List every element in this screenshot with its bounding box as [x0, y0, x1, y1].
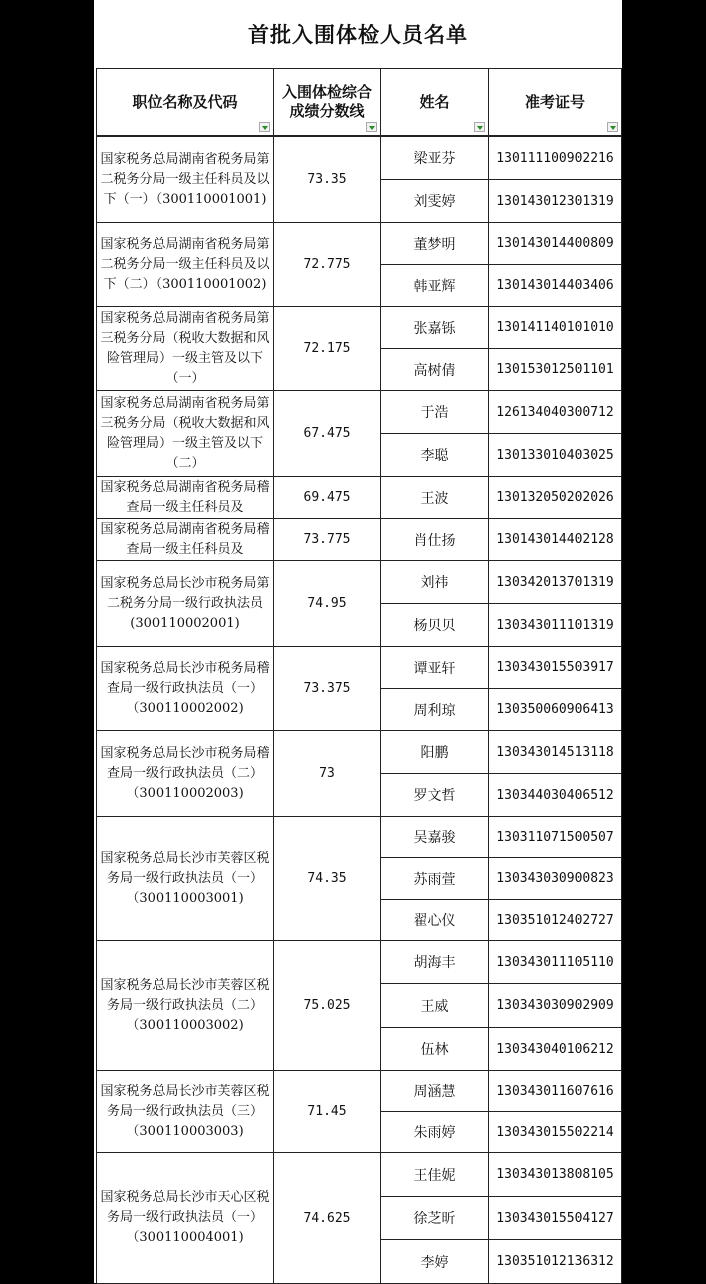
position-cell — [96, 390, 274, 477]
ticket-cell — [488, 560, 622, 604]
ticket-cell-text: 130343015503917 — [496, 660, 614, 675]
score-cell-text: 73.35 — [307, 172, 347, 187]
position-cell — [96, 136, 274, 223]
score-cell-text: 74.35 — [307, 871, 347, 886]
ticket-cell-text: 130111100902216 — [496, 150, 614, 166]
name-cell — [380, 390, 489, 434]
position-cell-text: 国家税务总局湖南省税务局第二税务分局一级主任科员及以下（一）（300110001001) — [100, 151, 270, 207]
name-cell — [380, 136, 489, 180]
ticket-cell — [488, 857, 622, 900]
position-cell-text: 国家税务总局长沙市税务局稽查局一级行政执法员（二）（300110002003) — [100, 745, 270, 801]
ticket-cell-text: 126134040300712 — [496, 404, 614, 420]
spreadsheet — [94, 0, 622, 1283]
ticket-cell — [488, 136, 622, 180]
name-cell-text: 张嘉铄 — [413, 320, 456, 337]
ticket-cell-text: 130351012136312 — [496, 1254, 614, 1269]
ticket-cell-text: 130153012501101 — [496, 362, 614, 377]
position-cell — [96, 518, 274, 561]
score-cell — [273, 816, 381, 941]
score-cell-text: 67.475 — [303, 426, 351, 441]
name-cell-text: 梁亚芬 — [413, 151, 456, 167]
position-cell — [96, 1070, 274, 1153]
name-cell — [380, 940, 489, 984]
position-cell-text: 国家税务总局湖南省税务局第三税务分局（税收大数据和风险管理局）一级主管及以下（二） — [100, 395, 270, 471]
name-cell-text: 翟心仪 — [413, 913, 456, 929]
header-name-label: 姓名 — [419, 92, 450, 111]
ticket-cell — [488, 1070, 622, 1112]
filter-dropdown-icon[interactable] — [474, 122, 485, 132]
score-cell — [273, 136, 381, 223]
ticket-cell — [488, 730, 622, 774]
ticket-cell-text: 130351012402727 — [496, 912, 614, 928]
position-cell-text: 国家税务总局湖南省税务局第二税务分局一级主任科员及以下（二）（300110001002) — [100, 236, 270, 292]
ticket-cell — [488, 816, 622, 858]
filter-dropdown-icon[interactable] — [259, 122, 270, 132]
name-cell — [380, 1111, 489, 1153]
name-cell — [380, 222, 489, 265]
name-cell — [380, 730, 489, 774]
name-cell-text: 刘祎 — [420, 575, 449, 591]
name-cell-text: 谭亚轩 — [413, 660, 456, 677]
score-cell-text: 74.95 — [307, 596, 347, 611]
ticket-cell-text: 130342013701319 — [496, 574, 614, 590]
ticket-cell — [488, 1152, 622, 1197]
score-cell — [273, 518, 381, 561]
position-cell — [96, 476, 274, 519]
position-cell-text: 国家税务总局长沙市芙蓉区税务局一级行政执法员（三）（300110003003) — [100, 1083, 270, 1139]
ticket-cell — [488, 646, 622, 689]
position-cell-text: 国家税务总局湖南省税务局稽查局一级主任科员及 — [100, 521, 270, 557]
name-cell-text: 李婷 — [420, 1254, 449, 1271]
score-cell — [273, 560, 381, 647]
score-cell-text: 73.375 — [303, 681, 351, 696]
header-position — [96, 68, 274, 136]
position-cell-text: 国家税务总局长沙市天心区税务局一级行政执法员（一）（300110004001) — [100, 1190, 270, 1245]
header-score-label: 入围体检综合成绩分数线 — [281, 83, 372, 120]
score-cell-text: 72.175 — [303, 341, 351, 356]
name-cell-text: 李聪 — [420, 448, 449, 464]
name-cell-text: 苏雨萱 — [413, 871, 456, 888]
name-cell-text: 阳鹏 — [420, 745, 449, 761]
ticket-cell-text: 130133010403025 — [496, 447, 614, 463]
score-cell — [273, 940, 381, 1071]
ticket-cell — [488, 264, 622, 307]
ticket-cell — [488, 179, 622, 223]
filter-dropdown-icon[interactable] — [366, 122, 377, 132]
name-cell — [380, 773, 489, 817]
name-cell-text: 杨贝贝 — [413, 618, 456, 634]
position-cell-text: 国家税务总局湖南省税务局稽查局一级主任科员及 — [100, 479, 270, 515]
ticket-cell-text: 130343015504127 — [496, 1210, 614, 1226]
name-cell — [380, 1239, 489, 1284]
name-cell-text: 高树倩 — [413, 362, 456, 379]
position-cell-text: 国家税务总局湖南省税务局第三税务分局（税收大数据和风险管理局）一级主管及以下（一） — [100, 310, 270, 386]
name-cell — [380, 688, 489, 731]
name-cell — [380, 603, 489, 647]
ticket-cell — [488, 899, 622, 941]
ticket-cell — [488, 518, 622, 561]
ticket-cell — [488, 603, 622, 647]
ticket-cell-text: 130350060906413 — [496, 702, 614, 717]
position-cell — [96, 306, 274, 391]
ticket-cell — [488, 348, 622, 391]
position-cell — [96, 1152, 274, 1284]
filter-dropdown-icon[interactable] — [607, 122, 618, 132]
score-cell — [273, 222, 381, 307]
name-cell — [380, 179, 489, 223]
name-cell — [380, 348, 489, 391]
name-cell-text: 王波 — [420, 490, 449, 507]
position-cell — [96, 560, 274, 647]
name-cell — [380, 560, 489, 604]
ticket-cell-text: 130143014403406 — [496, 278, 614, 293]
position-cell — [96, 816, 274, 941]
name-cell-text: 朱雨婷 — [413, 1125, 456, 1141]
ticket-cell-text: 130141140101010 — [496, 320, 614, 335]
name-cell-text: 徐芝昕 — [413, 1211, 456, 1227]
score-cell-text: 71.45 — [307, 1104, 347, 1119]
position-cell — [96, 940, 274, 1071]
page-title: 首批入围体检人员名单 — [248, 23, 468, 47]
name-cell-text: 于浩 — [420, 405, 449, 421]
name-cell — [380, 264, 489, 307]
name-cell-text: 王威 — [420, 998, 449, 1015]
ticket-cell-text: 130143014400809 — [496, 236, 614, 251]
ticket-cell — [488, 1196, 622, 1240]
position-cell-text: 国家税务总局长沙市芙蓉区税务局一级行政执法员（一）（300110003001) — [100, 850, 270, 906]
position-cell-text: 国家税务总局长沙市税务局第二税务分局一级行政执法员(300110002001) — [100, 575, 270, 631]
header-ticket-label: 准考证号 — [524, 92, 585, 111]
ticket-cell-text: 130343030902909 — [496, 998, 614, 1013]
ticket-cell — [488, 1027, 622, 1071]
score-cell — [273, 390, 381, 477]
name-cell-text: 董梦明 — [413, 236, 456, 253]
score-cell-text: 69.475 — [303, 490, 351, 505]
header-ticket — [488, 68, 622, 136]
ticket-cell-text: 130143012301319 — [496, 193, 614, 209]
name-cell-text: 伍林 — [420, 1042, 449, 1058]
name-cell — [380, 899, 489, 941]
ticket-cell — [488, 433, 622, 477]
name-cell — [380, 646, 489, 689]
name-cell-text: 韩亚辉 — [413, 278, 456, 295]
ticket-cell — [488, 390, 622, 434]
name-cell-text: 吴嘉骏 — [413, 830, 456, 846]
score-cell-text: 74.625 — [303, 1210, 351, 1226]
name-cell-text: 王佳妮 — [413, 1167, 456, 1184]
name-cell-text: 胡海丰 — [413, 955, 456, 971]
score-cell — [273, 646, 381, 731]
ticket-cell-text: 130343011607616 — [496, 1083, 614, 1099]
ticket-cell-text: 130343015502214 — [496, 1124, 614, 1140]
score-cell-text: 72.775 — [303, 257, 351, 272]
ticket-cell-text: 130343040106212 — [496, 1041, 614, 1057]
name-cell — [380, 1070, 489, 1112]
position-cell — [96, 222, 274, 307]
ticket-cell — [488, 940, 622, 984]
name-cell — [380, 1196, 489, 1240]
name-cell — [380, 1152, 489, 1197]
ticket-cell — [488, 983, 622, 1028]
ticket-cell — [488, 476, 622, 519]
ticket-cell-text: 130143014402128 — [496, 532, 614, 547]
name-cell-text: 刘雯婷 — [413, 194, 456, 210]
ticket-cell-text: 130343030900823 — [496, 871, 614, 886]
score-cell — [273, 730, 381, 817]
name-cell — [380, 518, 489, 561]
header-name — [380, 68, 489, 136]
name-cell — [380, 433, 489, 477]
ticket-cell — [488, 306, 622, 349]
name-cell — [380, 857, 489, 900]
name-cell — [380, 983, 489, 1028]
position-cell — [96, 646, 274, 731]
name-cell — [380, 816, 489, 858]
ticket-cell-text: 130343013808105 — [496, 1167, 614, 1182]
name-cell — [380, 1027, 489, 1071]
ticket-cell-text: 130343014513118 — [496, 744, 614, 760]
header-score — [273, 68, 381, 136]
score-cell — [273, 1152, 381, 1284]
position-cell-text: 国家税务总局长沙市税务局稽查局一级行政执法员（一）（300110002002) — [100, 660, 270, 716]
ticket-cell — [488, 688, 622, 731]
ticket-cell — [488, 1111, 622, 1153]
name-cell — [380, 306, 489, 349]
name-cell — [380, 476, 489, 519]
name-cell-text: 周利琼 — [413, 702, 456, 719]
score-cell-text: 73.775 — [303, 532, 351, 547]
name-cell-text: 肖仕扬 — [413, 532, 456, 549]
ticket-cell-text: 130311071500507 — [496, 829, 614, 845]
ticket-cell — [488, 1239, 622, 1284]
name-cell-text: 罗文哲 — [413, 788, 456, 804]
score-cell-text: 73 — [319, 766, 335, 781]
name-cell-text: 周涵慧 — [413, 1084, 456, 1100]
ticket-cell-text: 130343011101319 — [496, 617, 614, 633]
ticket-cell-text: 130344030406512 — [496, 787, 614, 803]
ticket-cell — [488, 222, 622, 265]
ticket-cell — [488, 773, 622, 817]
position-cell-text: 国家税务总局长沙市芙蓉区税务局一级行政执法员（二）（300110003002) — [100, 977, 270, 1033]
ticket-cell-text: 130343011105110 — [496, 954, 614, 970]
score-cell-text: 75.025 — [303, 998, 351, 1013]
ticket-cell-text: 130132050202026 — [496, 490, 614, 505]
score-cell — [273, 476, 381, 519]
position-cell — [96, 730, 274, 817]
score-cell — [273, 1070, 381, 1153]
score-cell — [273, 306, 381, 391]
header-position-label: 职位名称及代码 — [132, 92, 238, 111]
